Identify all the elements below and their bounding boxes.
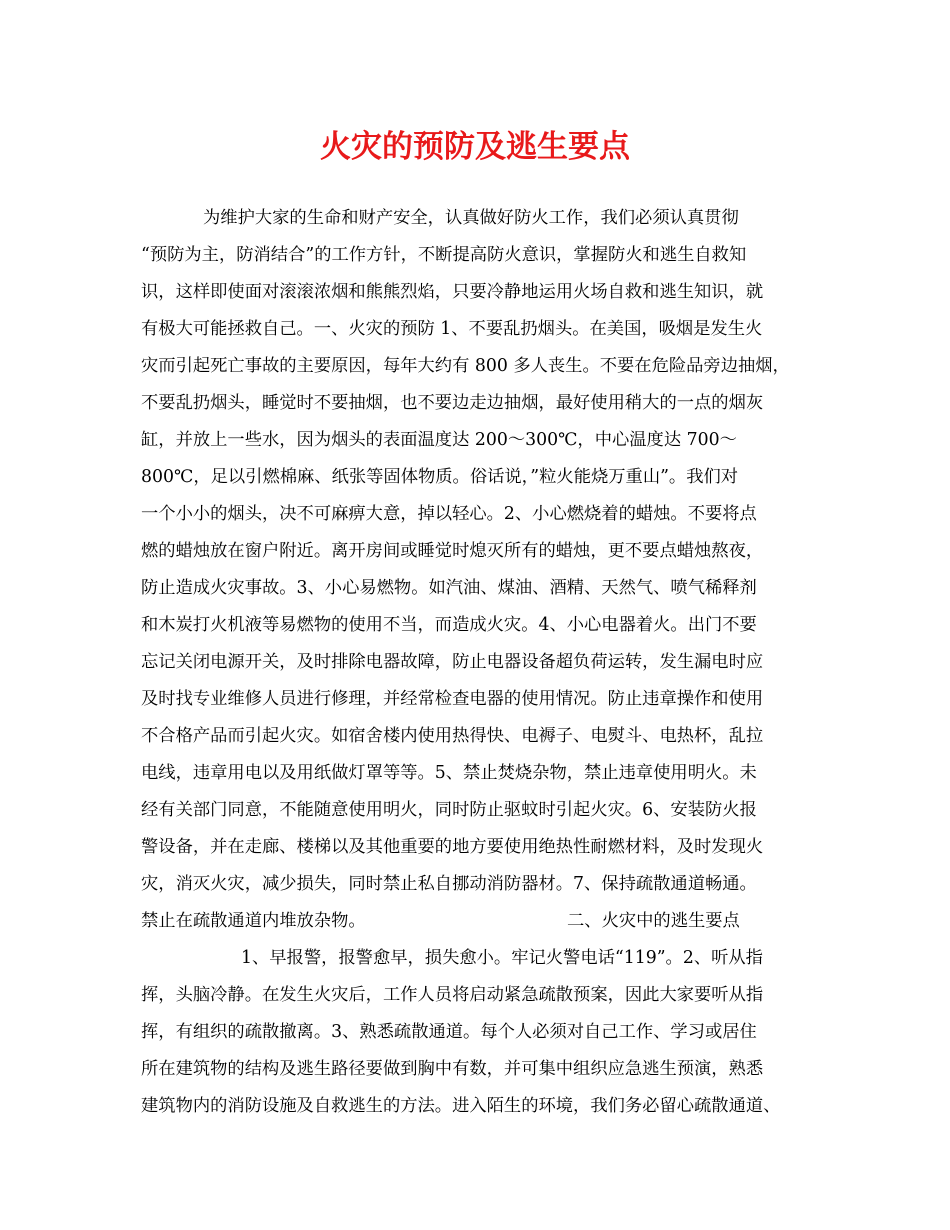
document-title: 火灾的预防及逃生要点 <box>320 129 630 165</box>
paragraph-line: 经有关部门同意，不能随意使用明火，同时防止驱蚊时引起火灾。6、安装防火报 <box>141 800 757 820</box>
paragraph-line: 一个小小的烟头，决不可麻痹大意，掉以轻心。2、小心燃烧着的蜡烛。不要将点 <box>141 504 757 524</box>
paragraph-line: 挥，有组织的疏散撤离。3、熟悉疏散通道。每个人必须对自己工作、学习或居住 <box>141 1022 757 1042</box>
paragraph-line: 灾，消灭火灾，减少损失，同时禁止私自挪动消防器材。7、保持疏散通道畅通。 <box>141 874 757 894</box>
paragraph-line: 有极大可能拯救自己。一、火灾的预防 1、不要乱扔烟头。在美国，吸烟是发生火 <box>141 319 763 339</box>
paragraph-line: “预防为主，防消结合”的工作方针，不断提高防火意识，掌握防火和逃生自救知 <box>141 245 747 265</box>
paragraph-line: 和木炭打火机液等易燃物的使用不当，而造成火灾。4、小心电器着火。出门不要 <box>141 615 757 635</box>
document-body <box>141 203 809 1116</box>
paragraph-line: 所在建筑物的结构及逃生路径要做到胸中有数，并可集中组织应急逃生预演，熟悉 <box>141 1059 764 1079</box>
paragraph-line: 为维护大家的生命和财产安全，认真做好防火工作，我们必须认真贯彻 <box>203 208 739 228</box>
section-heading: 二、火灾中的逃生要点 <box>567 911 740 931</box>
paragraph-line: 忘记关闭电源开关，及时排除电器故障，防止电器设备超负荷运转，发生漏电时应 <box>141 652 764 672</box>
paragraph-line: 建筑物内的消防设施及自救逃生的方法。进入陌生的环境，我们务必留心疏散通道、 <box>141 1096 781 1116</box>
paragraph-line: 燃的蜡烛放在窗户附近。离开房间或睡觉时熄灭所有的蜡烛，更不要点蜡烛熬夜， <box>141 541 764 561</box>
paragraph-line: 电线，违章用电以及用纸做灯罩等等。5、禁止焚烧杂物，禁止违章使用明火。未 <box>141 763 757 783</box>
paragraph-line: 800℃，足以引燃棉麻、纸张等固体物质。俗话说，”粒火能烧万重山”。我们对 <box>141 467 739 487</box>
paragraph-line: 灾而引起死亡事故的主要原因，每年大约有 800 多人丧生。不要在危险品旁边抽烟， <box>141 356 790 376</box>
paragraph-line: 及时找专业维修人员进行修理，并经常检查电器的使用情况。防止违章操作和使用 <box>141 689 764 709</box>
paragraph-line: 缸，并放上一些水，因为烟头的表面温度达 200～300℃，中心温度达 700～ <box>141 430 737 450</box>
paragraph-line: 不合格产品而引起火灾。如宿舍楼内使用热得快、电褥子、电熨斗、电热杯，乱拉 <box>141 726 764 746</box>
paragraph-line: 防止造成火灾事故。3、小心易燃物。如汽油、煤油、酒精、天然气、喷气稀释剂 <box>141 578 757 598</box>
paragraph-line: 不要乱扔烟头，睡觉时不要抽烟，也不要边走边抽烟，最好使用稍大的一点的烟灰 <box>141 393 764 413</box>
paragraph-line: 挥，头脑冷静。在发生火灾后，工作人员将启动紧急疏散预案，因此大家要听从指 <box>141 985 764 1005</box>
paragraph-line: 1、早报警，报警愈早，损失愈小。牢记火警电话“119”。2、听从指 <box>241 948 763 968</box>
paragraph-line: 识，这样即使面对滚滚浓烟和熊熊烈焰，只要冷静地运用火场自救和逃生知识，就 <box>141 282 764 302</box>
paragraph-line: 警设备，并在走廊、楼梯以及其他重要的地方要使用绝热性耐燃材料，及时发现火 <box>141 837 764 857</box>
paragraph-line: 禁止在疏散通道内堆放杂物。 <box>141 911 366 931</box>
